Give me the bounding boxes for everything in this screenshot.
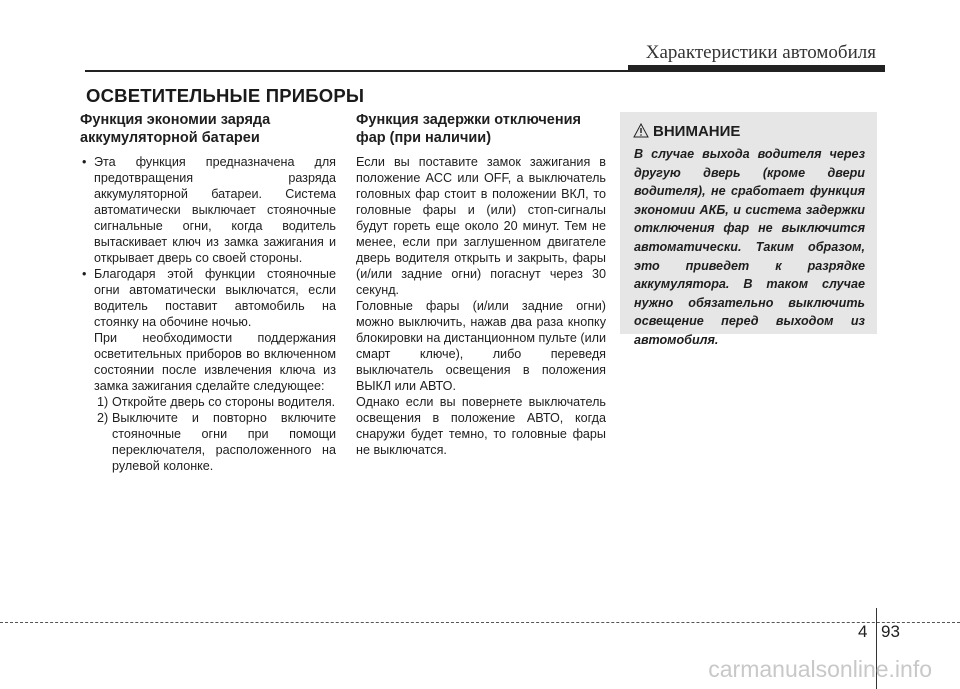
watermark: carmanualsonline.info	[708, 656, 932, 682]
bullet-dot: •	[82, 155, 87, 169]
caution-text: В случае выхода водителя через другую дверь (кроме двери водителя), не сработает функция экономии АКБ, и система задержки отключения фар не выключится автоматически. Таким образом, это приведет к разрядке аккумулятора. В таком случае нужно обязательно выключить освещение перед выходом из автомобиля.	[634, 147, 865, 347]
left-column	[80, 112, 336, 474]
header-bar	[628, 65, 885, 72]
caution-title: ВНИМАНИЕ	[653, 123, 741, 140]
paragraph: При необходимости поддержания осветительных приборов во включенном состоянии после извлечения ключа из замка зажигания сделайте следующее:	[94, 331, 336, 393]
middle-heading: Функция задержки отключения фар (при наличии)	[356, 112, 581, 146]
step-text: Выключите и повторно включите стояночные огни при помощи переключателя, расположенного на рулевой колонке.	[112, 411, 336, 473]
step-item	[80, 410, 336, 474]
caution-header	[633, 123, 740, 140]
middle-column	[356, 112, 606, 458]
caution-box	[620, 112, 877, 347]
paragraph: Если вы поставите замок зажигания в положение ACC или OFF, а выключатель головных фар стоит в положении ВКЛ, то головные фары и (или) стоп-сигналы будут гореть еще около 20 минут. Тем не менее, если при заглушенном двигателе дверь водителя открыть и закрыть, фары (и/или задние огни) погаснут через 30 секунд.	[356, 155, 606, 297]
bullet-text: Благодаря этой функции стояночные огни автоматически выключатся, если водитель поставит автомобиль на стоянку на обочине ночью.	[94, 267, 336, 329]
paragraph: Головные фары (и/или задние огни) можно выключить, нажав два раза кнопку блокировки на дистанционном пульте (или смарт ключе), либо переведя выключатель освещения в положения ВЫКЛ или АВТО.	[356, 299, 606, 393]
section-title: ОСВЕТИТЕЛЬНЫЕ ПРИБОРЫ	[86, 85, 365, 106]
warning-triangle-icon	[633, 123, 649, 138]
page-number: 93	[881, 622, 900, 641]
header-title: Характеристики автомобиля	[645, 42, 876, 63]
step-text: Откройте дверь со стороны водителя.	[112, 395, 336, 409]
bullet-text: Эта функция предназначена для предотвращения разряда аккумуляторной батареи. Система автоматически выключает стояночные сигнальные огни, когда водитель вытаскивает ключ из замка зажигания и открывает дверь со своей стороны.	[94, 155, 336, 265]
bullet-dot: •	[82, 267, 87, 281]
left-heading: Функция экономии заряда аккумуляторной батареи	[80, 112, 271, 146]
footer-rule	[0, 622, 960, 623]
chapter-number: 4	[858, 622, 868, 641]
step-item	[80, 394, 336, 410]
step-number: 1)	[97, 395, 109, 409]
step-number: 2)	[97, 411, 109, 425]
bullet-item	[80, 154, 336, 266]
bullet-item	[80, 266, 336, 330]
paragraph: Однако если вы повернете выключатель освещения в положение АВТО, когда снаружи будет темно, то головные фары не выключатся.	[356, 395, 606, 457]
